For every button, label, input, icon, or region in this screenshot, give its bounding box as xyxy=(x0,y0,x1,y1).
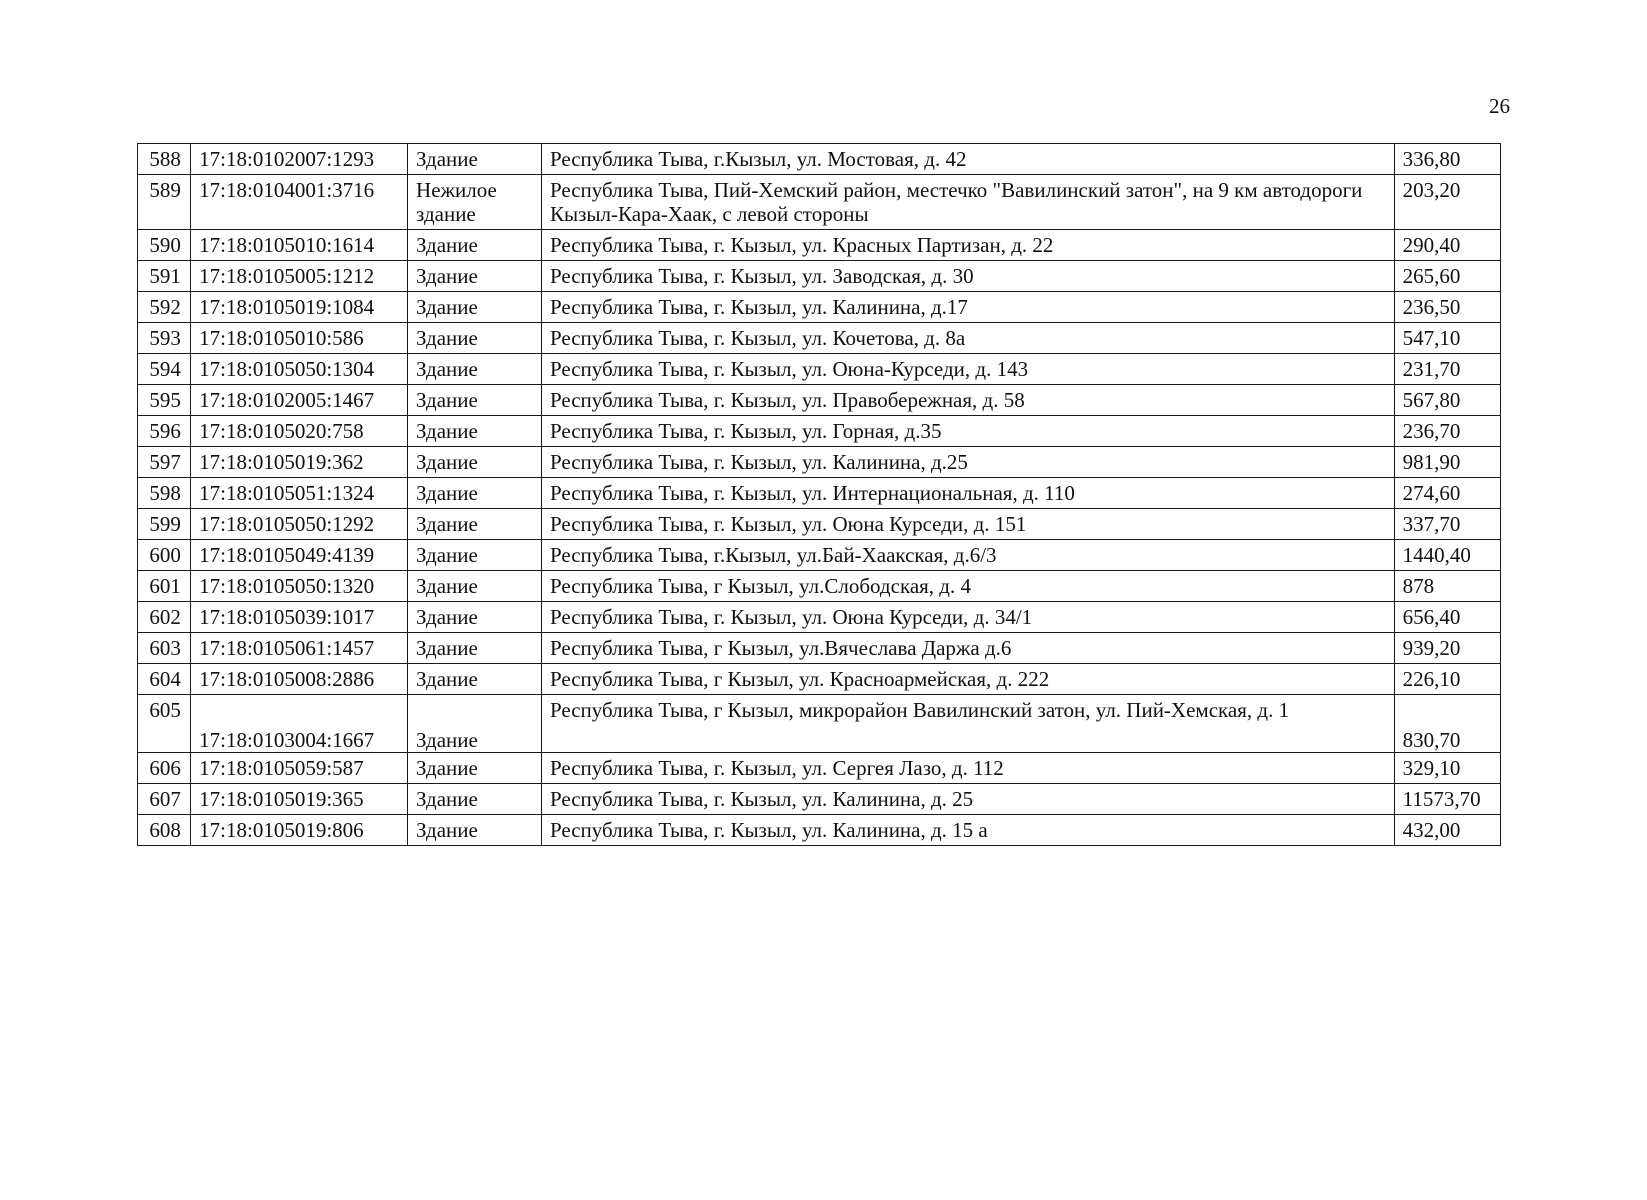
cadastral-number: 17:18:0105019:806 xyxy=(191,815,408,846)
object-type: Здание xyxy=(408,753,542,784)
area: 290,40 xyxy=(1394,230,1500,261)
row-number: 607 xyxy=(138,784,191,815)
row-number: 595 xyxy=(138,385,191,416)
cadastral-number: 17:18:0105005:1212 xyxy=(191,261,408,292)
row-number: 590 xyxy=(138,230,191,261)
table-row xyxy=(138,323,1501,354)
cadastral-number: 17:18:0105050:1304 xyxy=(191,354,408,385)
object-type: Здание xyxy=(408,292,542,323)
area: 203,20 xyxy=(1394,175,1500,230)
table-row xyxy=(138,416,1501,447)
row-number: 592 xyxy=(138,292,191,323)
row-number: 600 xyxy=(138,540,191,571)
address: Республика Тыва, г Кызыл, микрорайон Вавилинский затон, ул. Пий-Хемская, д. 1 xyxy=(541,695,1394,753)
page-number: 26 xyxy=(1489,94,1510,118)
table-row xyxy=(138,175,1501,230)
object-type: Здание xyxy=(408,385,542,416)
object-type: Здание xyxy=(408,540,542,571)
object-type: Здание xyxy=(408,230,542,261)
address: Республика Тыва, г. Кызыл, ул. Оюна Курседи, д. 34/1 xyxy=(541,602,1394,633)
row-number: 604 xyxy=(138,664,191,695)
table-row xyxy=(138,447,1501,478)
row-number: 596 xyxy=(138,416,191,447)
area: 226,10 xyxy=(1394,664,1500,695)
table-row xyxy=(138,602,1501,633)
object-type: Здание xyxy=(408,447,542,478)
table-row xyxy=(138,292,1501,323)
row-number: 603 xyxy=(138,633,191,664)
cadastral-number: 17:18:0105010:586 xyxy=(191,323,408,354)
object-type: Здание xyxy=(408,695,542,753)
cadastral-number: 17:18:0105020:758 xyxy=(191,416,408,447)
table-row xyxy=(138,261,1501,292)
area: 336,80 xyxy=(1394,144,1500,175)
area: 939,20 xyxy=(1394,633,1500,664)
object-type: Здание xyxy=(408,509,542,540)
area: 432,00 xyxy=(1394,815,1500,846)
cadastral-number: 17:18:0105059:587 xyxy=(191,753,408,784)
cadastral-number: 17:18:0104001:3716 xyxy=(191,175,408,230)
address: Республика Тыва, г Кызыл, ул.Слободская, д. 4 xyxy=(541,571,1394,602)
area: 329,10 xyxy=(1394,753,1500,784)
address: Республика Тыва, г. Кызыл, ул. Заводская, д. 30 xyxy=(541,261,1394,292)
area: 231,70 xyxy=(1394,354,1500,385)
area: 236,70 xyxy=(1394,416,1500,447)
cadastral-number: 17:18:0105010:1614 xyxy=(191,230,408,261)
object-type: Здание xyxy=(408,571,542,602)
table-row xyxy=(138,230,1501,261)
table-row xyxy=(138,633,1501,664)
object-type: Нежилое здание xyxy=(408,175,542,230)
row-number: 594 xyxy=(138,354,191,385)
cadastral-number: 17:18:0105051:1324 xyxy=(191,478,408,509)
cadastral-number: 17:18:0105050:1292 xyxy=(191,509,408,540)
address: Республика Тыва, Пий-Хемский район, местечко "Вавилинский затон", на 9 км автодороги Кызыл-Кара-Хаак, с левой стороны xyxy=(541,175,1394,230)
table-row xyxy=(138,571,1501,602)
object-type: Здание xyxy=(408,478,542,509)
table-row xyxy=(138,478,1501,509)
area: 878 xyxy=(1394,571,1500,602)
object-type: Здание xyxy=(408,633,542,664)
cadastral-number: 17:18:0105019:365 xyxy=(191,784,408,815)
table-row xyxy=(138,354,1501,385)
table-row xyxy=(138,509,1501,540)
address: Республика Тыва, г. Кызыл, ул. Калинина, д. 15 а xyxy=(541,815,1394,846)
row-number: 593 xyxy=(138,323,191,354)
table-row xyxy=(138,695,1501,753)
address: Республика Тыва, г. Кызыл, ул. Калинина, д.17 xyxy=(541,292,1394,323)
address: Республика Тыва, г Кызыл, ул. Красноармейская, д. 222 xyxy=(541,664,1394,695)
address: Республика Тыва, г. Кызыл, ул. Горная, д.35 xyxy=(541,416,1394,447)
table-row xyxy=(138,540,1501,571)
table-row xyxy=(138,144,1501,175)
row-number: 608 xyxy=(138,815,191,846)
object-type: Здание xyxy=(408,416,542,447)
row-number: 599 xyxy=(138,509,191,540)
row-number: 597 xyxy=(138,447,191,478)
object-type: Здание xyxy=(408,354,542,385)
cadastral-number: 17:18:0105008:2886 xyxy=(191,664,408,695)
table-row xyxy=(138,753,1501,784)
area: 830,70 xyxy=(1394,695,1500,753)
address: Республика Тыва, г. Кызыл, ул. Калинина, д. 25 xyxy=(541,784,1394,815)
address: Республика Тыва, г. Кызыл, ул. Правобережная, д. 58 xyxy=(541,385,1394,416)
object-type: Здание xyxy=(408,664,542,695)
cadastral-number: 17:18:0102005:1467 xyxy=(191,385,408,416)
area: 274,60 xyxy=(1394,478,1500,509)
object-type: Здание xyxy=(408,144,542,175)
table-row xyxy=(138,784,1501,815)
cadastral-number: 17:18:0105019:362 xyxy=(191,447,408,478)
address: Республика Тыва, г. Кызыл, ул. Калинина, д.25 xyxy=(541,447,1394,478)
object-type: Здание xyxy=(408,261,542,292)
area: 656,40 xyxy=(1394,602,1500,633)
object-type: Здание xyxy=(408,602,542,633)
area: 265,60 xyxy=(1394,261,1500,292)
cadastral-number: 17:18:0102007:1293 xyxy=(191,144,408,175)
row-number: 588 xyxy=(138,144,191,175)
property-registry-table xyxy=(137,143,1501,846)
table-row xyxy=(138,664,1501,695)
area: 236,50 xyxy=(1394,292,1500,323)
address: Республика Тыва, г. Кызыл, ул. Красных Партизан, д. 22 xyxy=(541,230,1394,261)
address: Республика Тыва, г.Кызыл, ул. Мостовая, д. 42 xyxy=(541,144,1394,175)
address: Республика Тыва, г. Кызыл, ул. Оюна Курседи, д. 151 xyxy=(541,509,1394,540)
cadastral-number: 17:18:0105049:4139 xyxy=(191,540,408,571)
cadastral-number: 17:18:0105019:1084 xyxy=(191,292,408,323)
row-number: 591 xyxy=(138,261,191,292)
table-body xyxy=(138,144,1501,846)
cadastral-number: 17:18:0105050:1320 xyxy=(191,571,408,602)
row-number: 601 xyxy=(138,571,191,602)
address: Республика Тыва, г. Кызыл, ул. Оюна-Курседи, д. 143 xyxy=(541,354,1394,385)
address: Республика Тыва, г.Кызыл, ул.Бай-Хаакская, д.6/3 xyxy=(541,540,1394,571)
area: 1440,40 xyxy=(1394,540,1500,571)
table-row xyxy=(138,815,1501,846)
cadastral-number: 17:18:0105061:1457 xyxy=(191,633,408,664)
table-row xyxy=(138,385,1501,416)
row-number: 602 xyxy=(138,602,191,633)
area: 567,80 xyxy=(1394,385,1500,416)
area: 981,90 xyxy=(1394,447,1500,478)
row-number: 606 xyxy=(138,753,191,784)
address: Республика Тыва, г. Кызыл, ул. Кочетова, д. 8а xyxy=(541,323,1394,354)
area: 547,10 xyxy=(1394,323,1500,354)
area: 11573,70 xyxy=(1394,784,1500,815)
address: Республика Тыва, г. Кызыл, ул. Интернациональная, д. 110 xyxy=(541,478,1394,509)
object-type: Здание xyxy=(408,784,542,815)
object-type: Здание xyxy=(408,323,542,354)
address: Республика Тыва, г. Кызыл, ул. Сергея Лазо, д. 112 xyxy=(541,753,1394,784)
row-number: 605 xyxy=(138,695,191,753)
area: 337,70 xyxy=(1394,509,1500,540)
cadastral-number: 17:18:0103004:1667 xyxy=(191,695,408,753)
object-type: Здание xyxy=(408,815,542,846)
address: Республика Тыва, г Кызыл, ул.Вячеслава Даржа д.6 xyxy=(541,633,1394,664)
row-number: 589 xyxy=(138,175,191,230)
cadastral-number: 17:18:0105039:1017 xyxy=(191,602,408,633)
row-number: 598 xyxy=(138,478,191,509)
